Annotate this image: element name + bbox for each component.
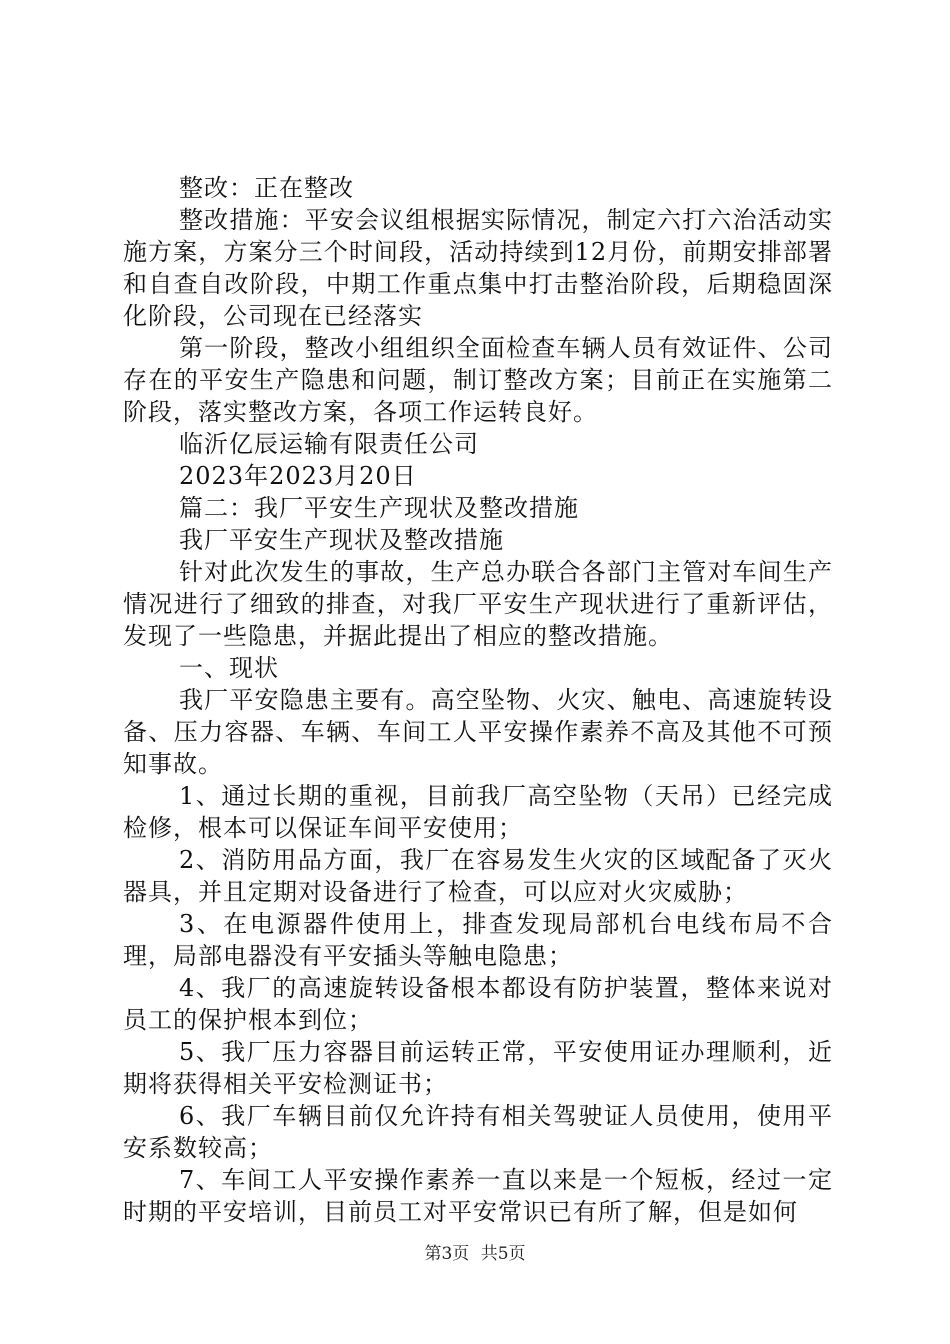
list-item-3: 3、在电源器件使用上，排查发现局部机台电线布局不合理，局部电器没有平安插头等触电隐患； bbox=[123, 910, 833, 970]
page-footer bbox=[0, 1243, 950, 1265]
article-title: 我厂平安生产现状及整改措施 bbox=[179, 526, 504, 554]
list-item-4: 4、我厂的高速旋转设备根本都设有防护装置，整体来说对员工的保护根本到位； bbox=[123, 974, 833, 1034]
company-name: 临沂亿辰运输有限责任公司 bbox=[179, 430, 479, 458]
subheading-current-status: 一、现状 bbox=[179, 654, 279, 682]
list-item-6: 6、我厂车辆目前仅允许持有相关驾驶证人员使用，使用平安系数较高； bbox=[123, 1102, 833, 1162]
list-item-5: 5、我厂压力容器目前运转正常，平安使用证办理顺利，近期将获得相关平安检测证书； bbox=[123, 1038, 833, 1098]
document-body bbox=[123, 172, 833, 1228]
page-number: 第3页 bbox=[424, 1244, 470, 1264]
page-total: 共5页 bbox=[480, 1244, 526, 1264]
list-item-1: 1、通过长期的重视，目前我厂高空坠物（天吊）已经完成检修，根本可以保证车间平安使用； bbox=[123, 782, 833, 842]
list-item-2: 2、消防用品方面，我厂在容易发生火灾的区域配备了灭火器具，并且定期对设备进行了检查，可以应对火灾威胁； bbox=[123, 846, 833, 906]
paragraph-stage-one: 第一阶段，整改小组组织全面检查车辆人员有效证件、公司存在的平安生产隐患和问题，制订整改方案；目前正在实施第二阶段，落实整改方案，各项工作运转良好。 bbox=[123, 334, 833, 426]
paragraph-hazards-summary: 我厂平安隐患主要有。高空坠物、火灾、触电、高速旋转设备、压力容器、车辆、车间工人平安操作素养不高及其他不可预知事故。 bbox=[123, 686, 833, 778]
document-date: 2023年2023月20日 bbox=[179, 462, 417, 490]
paragraph-intro: 针对此次发生的事故，生产总办联合各部门主管对车间生产情况进行了细致的排查，对我厂平安生产现状进行了重新评估，发现了一些隐患，并据此提出了相应的整改措施。 bbox=[123, 558, 833, 650]
list-item-7: 7、车间工人平安操作素养一直以来是一个短板，经过一定时期的平安培训，目前员工对平安常识已有所了解，但是如何 bbox=[123, 1166, 833, 1226]
paragraph-rectification-measures: 整改措施：平安会议组根据实际情况，制定六打六治活动实施方案，方案分三个时间段，活动持续到12月份，前期安排部署和自查自改阶段，中期工作重点集中打击整治阶段，后期稳固深化阶段，公司现在已经落实 bbox=[123, 206, 833, 330]
paragraph-rectification-status: 整改：正在整改 bbox=[179, 174, 354, 202]
section-heading-part-two: 篇二：我厂平安生产现状及整改措施 bbox=[179, 494, 579, 522]
